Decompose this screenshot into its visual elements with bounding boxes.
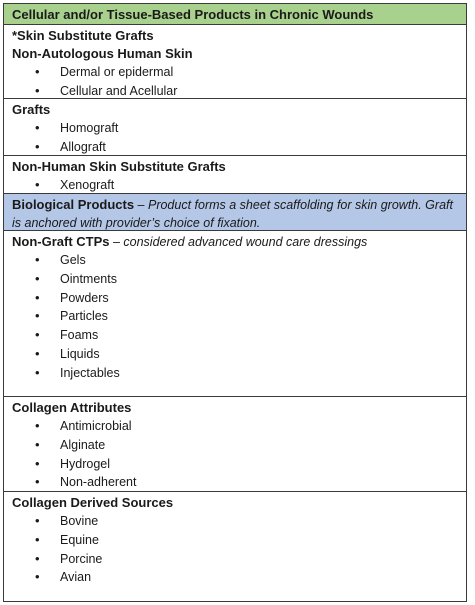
section-description: – Product forms a sheet scaffolding for skin growth. Graft is anchored with provider’s choice of fixation. [12,198,453,230]
bullet-list [4,251,466,383]
section-title: Non-Graft CTPs [12,234,110,249]
list-item: • Dermal or epidermal [4,63,466,82]
section-subtitle: Non-Autologous Human Skin [12,46,193,61]
bullet-list [4,417,466,492]
list-item: • Injectables [4,364,466,383]
non-graft-section [4,231,466,397]
skin-substitute-section [4,25,466,99]
list-item: • Porcine [4,550,466,569]
list-item: • Liquids [4,345,466,364]
list-item: • Allograft [4,138,466,157]
section-description: – considered advanced wound care dressings [109,235,368,249]
list-item: • Ointments [4,270,466,289]
list-item: • Foams [4,326,466,345]
bullet-list [4,119,466,157]
list-item: • Hydrogel [4,455,466,474]
non-human-section [4,156,466,194]
list-item: • Avian [4,568,466,587]
bullet-list [4,176,466,195]
section-title: Collagen Attributes [12,400,132,415]
list-item: • Bovine [4,512,466,531]
list-item: • Xenograft [4,176,466,195]
bullet-list [4,512,466,587]
section-title: Non-Human Skin Substitute Grafts [12,159,226,174]
section-title: Biological Products [12,197,135,212]
list-item: • Powders [4,289,466,308]
bullet-list [4,63,466,101]
list-item: • Equine [4,531,466,550]
ctp-table [3,3,467,602]
collagen-sources-section [4,492,466,601]
grafts-section [4,99,466,156]
biological-products-section [4,194,466,231]
list-item: • Non-adherent [4,473,466,492]
list-item: • Homograft [4,119,466,138]
section-title-line [4,233,466,251]
collagen-attributes-section [4,397,466,492]
list-item: • Gels [4,251,466,270]
list-item: • Alginate [4,436,466,455]
section-title: Collagen Derived Sources [12,495,174,510]
list-item: • Antimicrobial [4,417,466,436]
section-title: Grafts [12,102,51,117]
list-item: • Cellular and Acellular [4,82,466,101]
list-item: • Particles [4,307,466,326]
table-header-title: Cellular and/or Tissue-Based Products in Chronic Wounds [12,7,374,22]
table-header [4,4,466,25]
section-title: *Skin Substitute Grafts [12,28,154,43]
